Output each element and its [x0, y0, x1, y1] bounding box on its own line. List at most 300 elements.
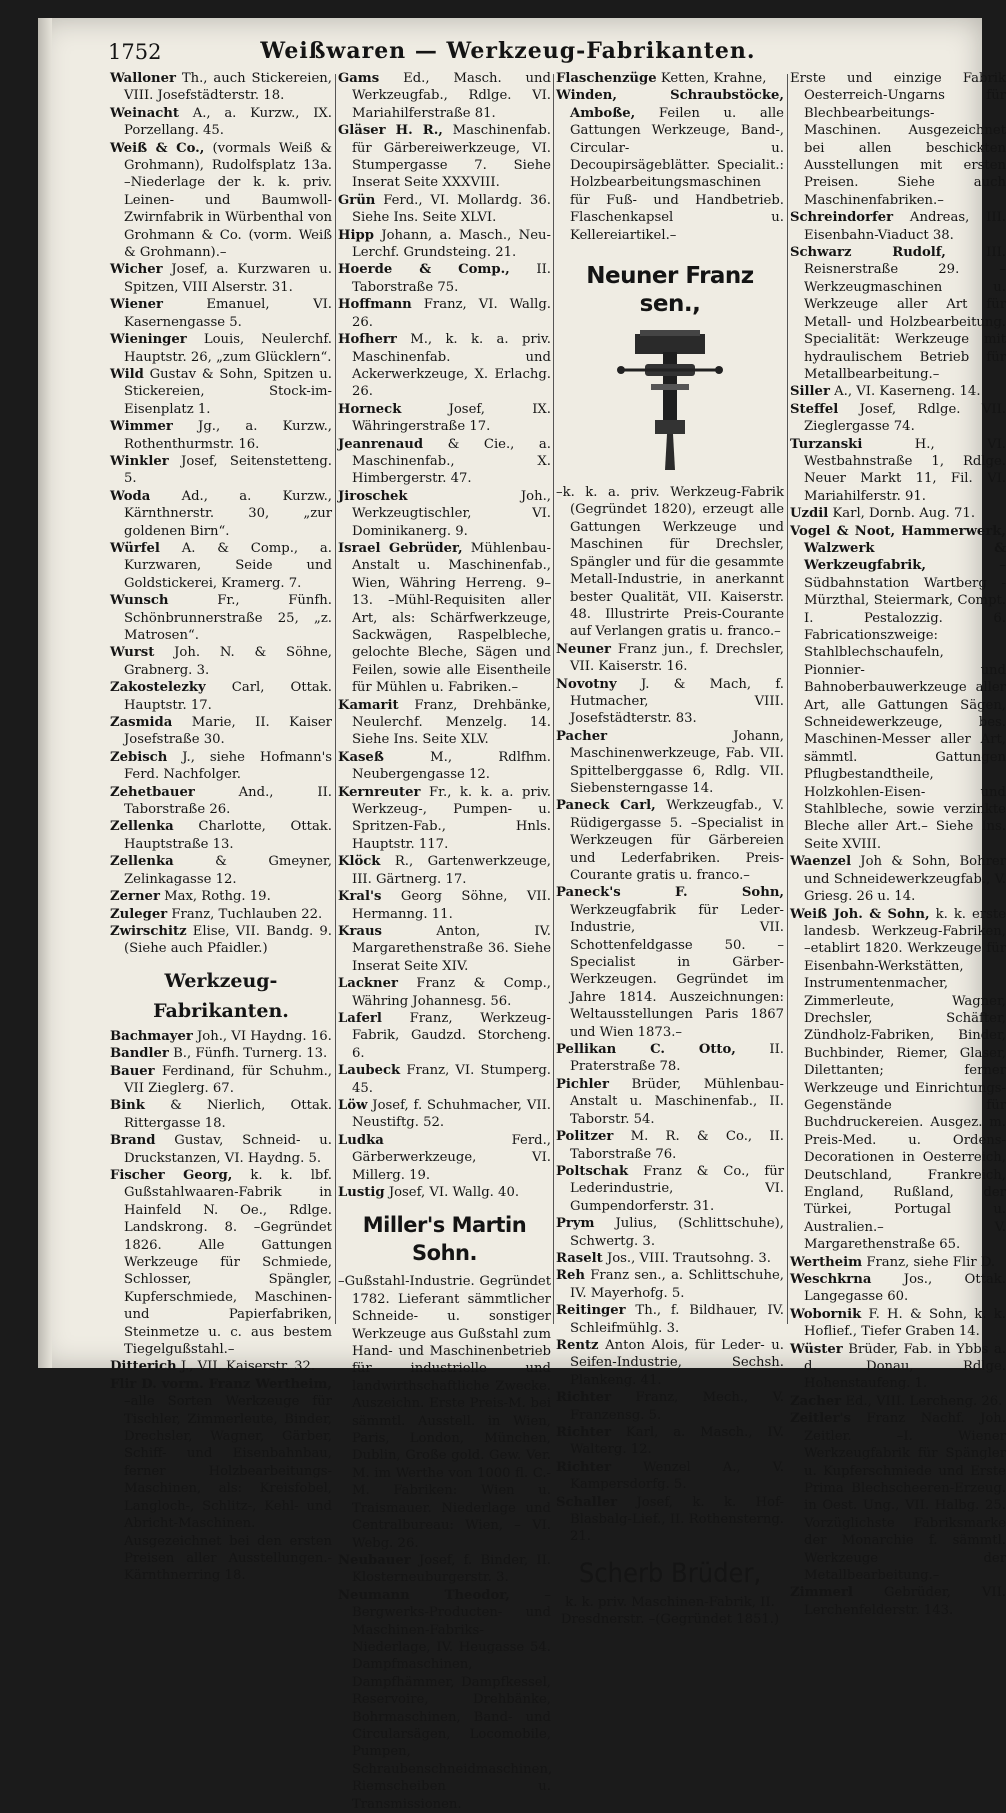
entry-text: II. Praterstraße 78. — [570, 1042, 784, 1075]
directory-entry — [338, 296, 551, 331]
entry-text: Franz sen., a. Schlittschuhe, IV. Mayerhofg. 5. — [570, 1268, 784, 1301]
entry-text: Ed., VIII. Lercheng. 26. — [845, 1393, 1003, 1409]
directory-entry — [110, 1167, 332, 1358]
entry-name: Wiener — [110, 297, 163, 313]
directory-entry — [338, 1097, 551, 1132]
directory-entry — [556, 676, 784, 728]
entry-text: Maschinenfab. für Gärbereiwerkzeuge, VI. Stumpergasse 7. Siehe Inserat Seite XXXVIII. — [352, 123, 551, 191]
entry-list — [790, 70, 1006, 1619]
entry-text: Werkzeugfab., V. Rüdigergasse 5. –Specialist in Werkzeugen für Gärbereien und Lederfabriken. Preis-Courante gratis u. franco.– — [570, 798, 784, 883]
entry-text: Franz & Comp., Währing Johannesg. 56. — [352, 976, 551, 1009]
directory-entry — [338, 888, 551, 923]
entry-text: Johann, Maschinenwerkzeuge, Fab. VII. Spittelberggasse 6, Rdlg. VII. Siebensterngasse 14. — [570, 728, 784, 796]
entry-name: Zerner — [110, 889, 160, 905]
bench-vise-illustration — [615, 324, 725, 474]
directory-entry — [110, 1132, 332, 1167]
entry-text: Fr., k. k. a. priv. Werkzeug-, Pumpen- u. Spritzen-Fab., Hnls. Hauptstr. 117. — [352, 784, 551, 852]
entry-name: Richter — [556, 1459, 612, 1475]
entry-text: Jos., VIII. Trautsohng. 3. — [606, 1250, 771, 1266]
entry-name: Kaseß — [338, 749, 384, 765]
entry-name: Kernreuter — [338, 784, 421, 800]
entry-text: III. Reisnerstraße 29. –Werkzeugmaschinen u. Werkzeuge aller Art für Metall- und Holzbearbeitung. Specialität: Werkzeuge mit hydraulischem Betrieb für Metallbearbeitung.– — [804, 245, 1006, 382]
entry-text: Wenzel A., V. Kampersdorfg. 5. — [570, 1459, 784, 1493]
entry-name: Winkler — [110, 453, 169, 469]
entry-text: Gebrüder, VII. Lerchenfelderstr. 143. — [804, 1585, 1006, 1618]
entry-name: Jiroschek — [338, 488, 408, 504]
directory-entry — [556, 70, 784, 87]
entry-name: Zebisch — [110, 749, 168, 765]
entry-text: Joh. N. & Söhne, Grabnerg. 3. — [124, 645, 332, 678]
directory-entry — [790, 244, 1006, 383]
entry-text: J., VII. Kaiserstr. 32. — [180, 1359, 316, 1375]
page-binding-edge — [38, 18, 52, 1368]
entry-name: Paneck Carl, — [556, 798, 656, 814]
directory-entry — [110, 1358, 332, 1375]
entry-name: Weschkrna — [790, 1272, 872, 1288]
entry-text: Erste und einzige Fabrik Oesterreich-Ungarns für Blechbearbeitungs-Maschinen. Ausgezeichnet bei allen beschickten Ausstellungen mit ersten Preisen. Siehe auch Maschinenfabriken.– — [790, 71, 1006, 208]
directory-entry — [790, 523, 1006, 854]
directory-entry — [110, 679, 332, 714]
entry-text: Franz, Mech., V. Franzensg. 5. — [570, 1390, 784, 1423]
entry-text: F. H. & Sohn, k. k. Hoflief., Tiefer Graben 14. — [804, 1306, 1006, 1340]
entry-name: Löw — [338, 1097, 368, 1113]
entry-text: Joh & Sohn, Bohrer und Schneidewerkzeugfab., V. Griesg. 26 u. 14. — [804, 854, 1006, 905]
entry-name: Wunsch — [110, 593, 169, 609]
entry-text: Ferd., Gärberwerkzeuge, VI. Millerg. 19. — [352, 1132, 551, 1183]
entry-text: Ed., Masch. und Werkzeugfab., Rdlge. VI. Mariahilferstraße 81. — [352, 71, 551, 121]
entry-name: Hipp — [338, 227, 374, 243]
entry-text: Ferdinand, für Schuhm., VII Zieglerg. 67. — [124, 1063, 332, 1096]
entry-text: Franz & Co., für Lederindustrie, VI. Gumpendorferstr. 31. — [570, 1163, 784, 1214]
running-title: Weißwaren — Werkzeug-Fabrikanten. — [260, 38, 756, 64]
directory-entry — [556, 1267, 784, 1302]
entry-name: Hoffmann — [338, 297, 412, 313]
directory-entry — [556, 1389, 784, 1424]
directory-entry — [790, 209, 1006, 244]
entry-name: Weiß Joh. & Sohn, — [790, 906, 930, 922]
column-rule — [553, 74, 554, 1324]
entry-name: Weiß & Co., — [110, 140, 205, 156]
directory-entry — [110, 1097, 332, 1132]
entry-text: Anton, IV. Margarethenstraße 36. Siehe Inserat Seite XIV. — [352, 923, 551, 974]
column-rule — [335, 74, 336, 1324]
entry-name: Wertheim — [790, 1254, 863, 1270]
page-number: 1752 — [108, 40, 162, 64]
ad-neuner-text: –k. k. a. priv. Werkzeug-Fabrik (Gegründet 1820), erzeugt alle Gattungen Werkzeuge und Maschinen für Drechsler, Spängler und für die gesammte Metall-Industrie, in anerkannt bester Qualität, VII. Kaiserstr. 48. Illustrirte Preis-Courante auf Verlangen gratis u. franco.– — [556, 485, 784, 640]
entry-name: Jeanrenaud — [338, 436, 424, 452]
directory-entry — [556, 1128, 784, 1163]
entry-text: Joh., Werkzeugtischler, VI. Dominikanerg. 9. — [352, 488, 551, 539]
section-heading-line1: Werkzeug- — [164, 969, 278, 992]
entry-text: Julius, (Schlittschuhe), Schwertg. 3. — [570, 1216, 784, 1249]
entry-name: Laubeck — [338, 1063, 401, 1079]
page-header — [108, 36, 968, 70]
directory-entry — [110, 1045, 332, 1062]
directory-entry — [556, 1459, 784, 1494]
directory-entry — [110, 853, 332, 888]
entry-text: Brüder, Fab. in Ybbs a. d. Donau, Rdlge. Hohenstaufeng. 1. — [804, 1341, 1006, 1392]
entry-name: Richter — [556, 1425, 612, 1440]
directory-entry — [110, 644, 332, 679]
directory-entry — [790, 906, 1006, 1254]
entry-name: Laferl — [338, 1010, 382, 1026]
directory-entry — [556, 1494, 784, 1546]
directory-entry — [556, 1215, 784, 1250]
entry-text: Franz, Drehbänke, Neulerchf. Menzelg. 14. Siehe Ins. Seite XLV. — [352, 697, 551, 748]
directory-entry — [338, 1132, 551, 1184]
entry-text: Josef, IX. Währingerstraße 17. — [352, 401, 551, 435]
directory-entry — [556, 87, 784, 244]
directory-entry — [556, 1163, 784, 1215]
entry-text: & Gmeyner, Zelinkagasse 12. — [124, 854, 332, 887]
directory-entry — [556, 1302, 784, 1337]
entry-text: Karl, Dornb. Aug. 71. — [832, 506, 976, 522]
entry-name: Pichler — [556, 1076, 609, 1092]
section-heading — [110, 966, 332, 1026]
entry-name: Bandler — [110, 1046, 169, 1062]
entry-text: A., VI. Kaserneng. 14. — [834, 384, 981, 400]
directory-entry — [110, 418, 332, 453]
directory-entry — [556, 884, 784, 1041]
entry-text: (vormals Weiß & Grohmann), Rudolfsplatz 13a. –Niederlage der k. k. priv. Leinen- und Baumwoll-Zwirnfabrik in Würbenthal von Grohmann & Co. (vorm. Weiß & Grohmann).– — [124, 140, 332, 261]
ad-neuner-title: Neuner Franz sen., — [586, 263, 754, 318]
entry-name: Richter — [556, 1390, 612, 1406]
entry-text: Charlotte, Ottak. Hauptstraße 13. — [124, 819, 332, 852]
entry-text: & Cie., a. Maschinenfab., X. Himbergerstr. 47. — [352, 436, 551, 487]
entry-list — [110, 70, 332, 958]
entry-text: Ketten, Krahne, — [660, 71, 767, 86]
directory-entry — [110, 1376, 332, 1585]
directory-entry — [790, 853, 1006, 905]
entry-text: J., siehe Hofmann's Ferd. Nachfolger. — [124, 749, 332, 783]
directory-entry — [110, 261, 332, 296]
entry-name: Zeitler's — [790, 1411, 851, 1427]
entry-name: Politzer — [556, 1129, 614, 1145]
directory-entry — [338, 488, 551, 540]
entry-name: Wimmer — [110, 419, 173, 435]
directory-entry — [556, 641, 784, 676]
directory-entry — [338, 749, 551, 784]
entry-name: Grün — [338, 192, 376, 208]
directory-entry — [338, 1062, 551, 1097]
entry-name: Klöck — [338, 854, 381, 870]
ad-miller-text: –Gußstahl-Industrie. Gegründet 1782. Lieferant sämmtlicher Schneide- u. sonstiger Werkzeuge aus Gußstahl zum Hand- und Maschinenbetrieb für industrielle und landwirthschaftliche Zwecke. Auszeichn. Erste Preis-M. bei sämmtl. Ausstell. in Wien, Paris, London, München, Dublin, Große gold. Gew. Ver. M. im Werthe von 1000 fl. C.-M. Fabriken: Wien u. Traismauer. Niederlage und Centralbureau: Wien, – VI. Webg. 26. — [338, 1274, 551, 1551]
entry-name: Ludka — [338, 1132, 384, 1148]
entry-text: Franz Nachf. Joh. Zeitler. –I. Wiener Werkzeugfabrik für Spängler u. Kupferschmiede und Erste Prima Blechscheeren-Erzeug. in Oest. Ung., VII. Halbg. 25. Vorzüglichste Fabriksmarke der Monarchie f. sämmtl. Werkzeuge der Metallbearbeitung.– — [804, 1411, 1006, 1583]
directory-page — [38, 18, 1006, 1812]
entry-name: Wüster — [790, 1341, 843, 1357]
column-3 — [556, 70, 784, 1629]
column-1 — [110, 70, 332, 1585]
directory-entry — [338, 784, 551, 854]
section-heading-line2: Fabrikanten. — [153, 999, 289, 1022]
entry-name: Poltschak — [556, 1163, 629, 1179]
entry-name: Siller — [790, 384, 830, 400]
entry-name: Zwirschitz — [110, 923, 187, 939]
directory-entry — [790, 1410, 1006, 1584]
entry-name: Kamarit — [338, 697, 399, 713]
entry-text: Josef, k. k. Hof-Blasbalg-Lief., II. Rothensterng. 21. — [570, 1494, 784, 1545]
directory-entry — [790, 436, 1006, 506]
entry-text: Jos., Ottak. Langegasse 60. — [804, 1272, 1006, 1305]
directory-entry — [338, 1010, 551, 1062]
entry-text: Th., f. Bildhauer, IV. Schleifmühlg. 3. — [570, 1303, 784, 1336]
directory-entry — [110, 818, 332, 853]
entry-name: Weinacht — [110, 105, 179, 121]
entry-list — [338, 1552, 551, 1813]
directory-entry — [110, 923, 332, 958]
entry-name: Zehetbauer — [110, 784, 195, 800]
entry-name: Brand — [110, 1133, 156, 1149]
entry-text: A., a. Kurzw., IX. Porzellang. 45. — [124, 105, 332, 139]
entry-text: Max, Rothg. 19. — [164, 889, 271, 905]
entry-name: Zacher — [790, 1393, 842, 1409]
entry-name: Reitinger — [556, 1303, 626, 1319]
entry-name: Vogel & Noot, Hammerwerk, Walzwerk & Werkzeugfabrik, — [790, 523, 1006, 574]
entry-text: Carl, Ottak. Hauptstr. 17. — [124, 680, 332, 713]
entry-name: Pellikan C. Otto, — [556, 1042, 736, 1058]
directory-entry — [556, 1337, 784, 1389]
entry-text: k. k. erste landesb. Werkzeug-Fabriken, –etablirt 1820. Werkzeuge für Eisenbahn-Werkstätten, Instrumentenmacher, Zimmerleute, Wagner, Drechsler, Schäfter, Zündholz-Fabriken, Binder, Buchbinder, Riemer, Glaser, Dilettanten; ferner Werkzeuge und Einrichtungs-Gegenstände für Buchdruckereien. Ausgez. m. Preis-Med. u. Ordens-Decorationen in Oesterreich, Deutschland, Frankreich, England, Rußland, der Türkei, Portugal u. Australien.– V. Margarethenstraße 65. — [804, 906, 1006, 1253]
entry-text: –Südbahnstation Wartberg - Mürzthal, Steiermark, Compt. I. Pestalozzig. 6. Fabricationszweige: Stahlblechschaufeln, Pionnier- und Bahnoberbauwerkzeuge aller Art, alle Gattungen Sägen, Schneidewerkzeuge, bes. Maschinen-Messer aller Art, sämmtl. Gattungen Pflugbestandtheile, Holzkohlen-Eisen- und Stahlbleche, sowie verzinkte Bleche aller Art.– Siehe Ins. Seite XVIII. — [804, 558, 1006, 852]
entry-name: Schreindorfer — [790, 210, 894, 226]
entry-text: A. & Comp., a. Kurzwaren, Seide und Goldstickerei, Kramerg. 7. — [124, 540, 332, 591]
directory-entry — [790, 383, 1006, 400]
entry-text: Franz, Tuchlauben 22. — [171, 906, 323, 922]
directory-entry — [110, 331, 332, 366]
entry-text: Andreas, III. Eisenbahn-Viaduct 38. — [804, 210, 1006, 243]
entry-name: Bink — [110, 1098, 145, 1114]
entry-text: Johann, a. Masch., Neu-Lerchf. Grundsteing. 21. — [352, 227, 551, 261]
directory-entry — [110, 70, 332, 105]
entry-text: Marie, II. Kaiser Josefstraße 30. — [124, 715, 332, 748]
directory-entry — [556, 1076, 784, 1128]
entry-name: Rentz — [556, 1337, 599, 1353]
ad-scherb-title: Scherb Brüder, — [578, 1557, 762, 1589]
entry-text: Gustav & Sohn, Spitzen u. Stickereien, Stock-im-Eisenplatz 1. — [124, 366, 332, 417]
directory-entry — [790, 505, 1006, 522]
entry-text: Josef, f. Schuhmacher, VII. Neustiftg. 52. — [352, 1097, 551, 1131]
directory-entry — [110, 540, 332, 592]
entry-name: Fischer Georg, — [110, 1167, 233, 1183]
entry-text: B., Fünfh. Turnerg. 13. — [173, 1046, 328, 1062]
entry-text: Elise, VII. Bandg. 9. (Siehe auch Pfaidler.) — [124, 923, 332, 957]
entry-name: Bauer — [110, 1063, 155, 1079]
entry-text: Josef, f. Binder, II. Klosterneuburgerstr. 3. — [352, 1552, 551, 1586]
directory-entry — [338, 331, 551, 401]
entry-text: And., II. Taborstraße 26. — [124, 784, 332, 818]
ad-miller-title: Miller's Martin Sohn. — [362, 1213, 527, 1266]
entry-text: Fr., Fünfh. Schönbrunnerstraße 25, „z. Matrosen“. — [124, 593, 332, 643]
entry-text: Brüder, Mühlenbau-Anstalt u. Maschinenfab., II. Taborstr. 54. — [570, 1076, 784, 1127]
entry-name: Kraus — [338, 923, 382, 939]
directory-entry — [338, 192, 551, 227]
directory-entry — [556, 1250, 784, 1267]
entry-text: Emanuel, VI. Kasernengasse 5. — [124, 297, 332, 330]
entry-text: Josef, Rdlge. VII. Zieglergasse 74. — [804, 401, 1006, 435]
entry-text: –Bergwerks-Producten- und Maschinen-Fabriks-Niederlage, IV. Heugasse 54. Dampfmaschinen, Dampfhämmer, Dampfkessel, Reservoire, Drehbänke, Bohrmaschinen, Band- und Circularsägen, Locomobile, Pumpen, Schraubenschneidmaschinen, Riemscheiben u. Transmissionen. — [352, 1587, 553, 1812]
entry-name: Raselt — [556, 1250, 603, 1266]
entry-name: Horneck — [338, 401, 402, 417]
entry-text: Josef, VI. Wallg. 40. — [388, 1185, 520, 1200]
entry-text: Franz, Werkzeug-Fabrik, Gaudzd. Storcheng. 6. — [352, 1010, 551, 1061]
entry-name: Zellenka — [110, 854, 174, 870]
ad-scherb-text: k. k. priv. Maschinen-Fabrik, II. Dresdnerstr. –(Gegründet 1851.) — [560, 1594, 780, 1628]
directory-entry — [338, 1552, 551, 1587]
directory-entry — [110, 140, 332, 262]
entry-text: Th., auch Stickereien, VIII. Josefstädterstr. 18. — [124, 71, 332, 104]
directory-entry — [338, 697, 551, 749]
directory-entry — [110, 888, 332, 905]
directory-entry — [338, 227, 551, 262]
directory-entry — [790, 1341, 1006, 1393]
directory-entry — [338, 122, 551, 192]
entry-list — [556, 70, 784, 244]
entry-list — [338, 70, 551, 1201]
entry-name: Turzanski — [790, 436, 863, 452]
entry-text: Ferd., VI. Mollardg. 36. Siehe Ins. Seite XLVI. — [352, 192, 551, 226]
entry-name: Woda — [110, 488, 151, 504]
entry-text: Franz, VI. Wallg. 26. — [352, 297, 551, 330]
directory-entry — [110, 906, 332, 923]
entry-name: Flir D. vorm. Franz Wertheim, — [110, 1376, 332, 1392]
directory-entry — [338, 853, 551, 888]
entry-name: Wobornik — [790, 1306, 862, 1322]
entry-name: Novotny — [556, 676, 617, 692]
column-2 — [338, 70, 551, 1813]
directory-entry — [338, 401, 551, 436]
directory-entry — [338, 70, 551, 122]
entry-name: Zellenka — [110, 819, 174, 835]
entry-name: Bachmayer — [110, 1028, 193, 1044]
entry-text: Karl, a. Masch., IV. Walterg. 12. — [570, 1425, 784, 1458]
entry-name: Walloner — [110, 71, 176, 86]
entry-name: Reh — [556, 1268, 585, 1284]
directory-entry — [110, 105, 332, 140]
entry-name: Lackner — [338, 976, 398, 992]
directory-entry — [790, 1254, 1006, 1271]
entry-text: Gustav, Schneid- u. Druckstanzen, VI. Haydng. 5. — [124, 1133, 332, 1166]
directory-entry — [338, 261, 551, 296]
entry-text: & Nierlich, Ottak. Rittergasse 18. — [124, 1098, 332, 1131]
entry-name: Winden, Schraubstöcke, Amboße, — [556, 88, 784, 121]
entry-name: Schwarz Rudolf, — [790, 245, 946, 261]
directory-entry — [790, 1271, 1006, 1306]
entry-text: M., k. k. a. priv. Maschinenfab. und Ackerwerkzeuge, X. Erlachg. 26. — [352, 332, 551, 400]
entry-text: Anton Alois, für Leder- u. Seifen-Industrie, Sechsh. Plankeng. 41. — [570, 1337, 784, 1388]
directory-entry — [556, 728, 784, 798]
directory-entry — [110, 296, 332, 331]
directory-entry — [790, 401, 1006, 436]
directory-entry — [110, 592, 332, 644]
directory-entry — [790, 1584, 1006, 1619]
directory-entry — [110, 1028, 332, 1045]
entry-text: H., VI. Westbahnstraße 1, Rdlge. Neuer Markt 11, Fil. VI. Mariahilferstr. 91. — [804, 436, 1006, 504]
entry-name: Pacher — [556, 728, 608, 744]
entry-name: Hofherr — [338, 332, 397, 348]
entry-name: Waenzel — [790, 854, 852, 870]
entry-text: Georg Söhne, VII. Hermanng. 11. — [352, 889, 551, 922]
entry-name: Paneck's F. Sohn, — [556, 885, 784, 901]
entry-name: Gläser H. R., — [338, 123, 443, 139]
entry-text: Josef, a. Kurzwaren u. Spitzen, VIII Alserstr. 31. — [124, 262, 332, 295]
entry-text: Mühlenbau-Anstalt u. Maschinenfab., Wien, Währing Herreng. 9–13. –Mühl-Requisiten aller Art, als: Schärfwerkzeuge, Sackwägen, Raspelbleche, gelochte Bleche, Sägen und Feilen, sowie alle Eisentheile für Mühlen u. Fabriken.– — [352, 540, 551, 696]
entry-text: II. Taborstraße 75. — [352, 262, 551, 295]
column-rule — [787, 74, 788, 1324]
entry-name: Wieninger — [110, 332, 187, 348]
entry-text: Werkzeugfabrik für Leder-Industrie, VII. Schottenfeldgasse 50. –Specialist in Gärber-Werkzeugen. Gegründet im Jahre 1814. Auszeichnungen: Weltausstellungen Paris 1867 und Wien 1873.– — [570, 902, 784, 1040]
entry-name: Steffel — [790, 401, 839, 417]
entry-text: Franz, VI. Stumperg. 45. — [352, 1063, 551, 1096]
entry-name: Israel Gebrüder, — [338, 540, 463, 556]
directory-entry — [556, 1041, 784, 1076]
entry-name: Zuleger — [110, 906, 168, 922]
entry-text: Feilen u. alle Gattungen Werkzeuge, Band-, Circular- u. Decoupirsägeblätter. Specialit.: Holzbearbeitungsmaschinen für Fuß- und Handbetrieb. Flaschenkapsel u. Kellereiartikel.– — [570, 105, 784, 243]
entry-text: Franz jun., f. Drechsler, VII. Kaiserstr. 16. — [570, 641, 784, 675]
entry-text: k. k. lbf. Gußstahlwaaren-Fabrik in Hainfeld N. Oe., Rdlge. Landskrong. 8. –Gegründet 1826. Alle Gattungen Werkzeuge für Schmiede, Schlosser, Spängler, Kupferschmiede, Maschinen- und Papierfabriken, Steinmetze u. c. aus bestem Tiegelgußstahl.– — [124, 1167, 332, 1358]
directory-entry — [338, 923, 551, 975]
directory-entry — [338, 436, 551, 488]
entry-text: Ad., a. Kurzw., Kärnthnerstr. 30, „zur goldenen Birn“. — [124, 488, 332, 539]
directory-entry — [338, 1184, 551, 1201]
directory-entry — [110, 453, 332, 488]
entry-text: R., Gartenwerkzeuge, III. Gärtnerg. 17. — [352, 854, 551, 887]
entry-name: Zasmida — [110, 715, 173, 731]
directory-entry — [110, 784, 332, 819]
entry-text: M. R. & Co., II. Taborstraße 76. — [570, 1129, 784, 1162]
entry-text: –alle Sorten Werkzeuge für Tischler, Zimmerleute, Binder, Drechsler, Wagner, Gärber, Schiff- und Eisenbahnbau, ferner Holzbearbeitungs-Maschinen, als: Kreisfobel, Langloch-, Schlitz-, Kehl- und Abricht-Maschinen. Ausgezeichnet bei den ersten Preisen aller Ausstellungen.-Kärnthnerring 18. — [124, 1394, 332, 1584]
directory-entry — [556, 1424, 784, 1459]
entry-text: Joh., VI Haydng. 16. — [197, 1028, 332, 1044]
entry-text: Franz, siehe Flir D. — [866, 1254, 996, 1270]
entry-name: Lustig — [338, 1185, 385, 1200]
entry-list — [556, 641, 784, 1546]
entry-name: Neumann Theodor, — [338, 1587, 510, 1603]
directory-entry — [338, 540, 551, 697]
entry-text: Jg., a. Kurzw., Rothenthurmstr. 16. — [124, 419, 332, 452]
entry-name: Neubauer — [338, 1552, 411, 1568]
directory-entry — [790, 1393, 1006, 1410]
directory-entry — [110, 749, 332, 784]
entry-name: Prym — [556, 1216, 595, 1232]
directory-entry — [790, 1306, 1006, 1341]
directory-entry — [790, 70, 1006, 209]
column-4 — [790, 70, 1006, 1619]
directory-entry — [110, 1063, 332, 1098]
entry-text: J. & Mach, f. Hutmacher, VIII. Josefstädterstr. 83. — [570, 676, 784, 727]
entry-list — [110, 1028, 332, 1585]
entry-text: Louis, Neulerchf. Hauptstr. 26, „zum Glücklern“. — [124, 332, 332, 365]
directory-entry — [338, 975, 551, 1010]
entry-name: Flaschenzüge — [556, 71, 657, 86]
entry-name: Zakostelezky — [110, 680, 206, 696]
entry-name: Wurst — [110, 645, 155, 661]
directory-entry — [338, 1587, 551, 1813]
directory-entry — [556, 797, 784, 884]
entry-name: Gams — [338, 71, 380, 86]
entry-name: Würfel — [110, 540, 160, 556]
directory-entry — [110, 488, 332, 540]
entry-name: Wicher — [110, 262, 163, 278]
entry-text: Josef, Seitenstetteng. 5. — [124, 453, 332, 487]
entry-text: M., Rdlfhm. Neubergengasse 12. — [352, 749, 551, 783]
entry-name: Uzdil — [790, 506, 829, 522]
entry-name: Ditterich — [110, 1359, 177, 1375]
entry-name: Neuner — [556, 641, 611, 657]
entry-name: Schaller — [556, 1494, 618, 1510]
directory-entry — [110, 714, 332, 749]
directory-entry — [110, 366, 332, 418]
